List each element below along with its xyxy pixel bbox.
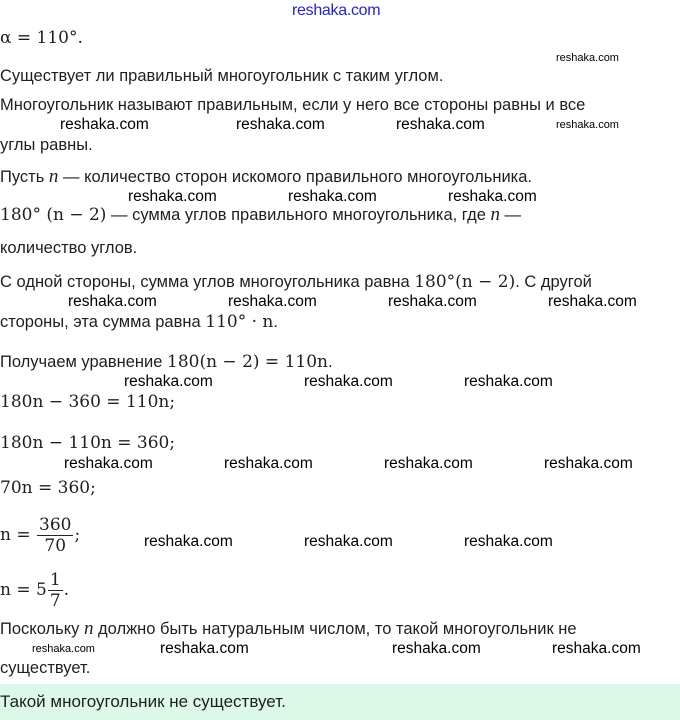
- equation-line: [0, 352, 333, 372]
- text: . С другой: [515, 273, 592, 291]
- math-lhs: n =: [0, 525, 37, 545]
- text: .: [327, 353, 333, 371]
- equation-step-1: 180n − 360 = 110n;: [0, 392, 176, 412]
- side-line-1: [0, 272, 592, 292]
- let-line: [0, 167, 532, 187]
- text: Поскольку: [0, 620, 84, 638]
- math-lhs: n = 5: [0, 580, 47, 600]
- equation-step-5: [0, 569, 69, 611]
- watermark: reshaka.com: [64, 455, 153, 472]
- denominator: 70: [44, 536, 67, 556]
- math-n: n: [490, 204, 500, 225]
- fraction: [48, 570, 63, 611]
- sum-line: [0, 205, 521, 225]
- text: ;: [74, 525, 81, 545]
- sum-line-2: количество углов.: [0, 239, 138, 257]
- text: .: [63, 580, 70, 600]
- question-text: Существует ли правильный многоугольник с таким углом.: [0, 67, 444, 85]
- watermark: reshaka.com: [128, 188, 217, 205]
- definition-line-2: углы равны.: [0, 136, 93, 154]
- math-n: n: [48, 166, 59, 187]
- watermark: reshaka.com: [556, 52, 619, 64]
- watermark: reshaka.com: [548, 293, 637, 310]
- text: стороны, эта сумма равна: [0, 313, 206, 331]
- equation-step-4: [0, 514, 80, 556]
- math-expr: 180°(n − 2): [414, 272, 516, 292]
- text: .: [273, 313, 278, 331]
- text: Пусть: [0, 168, 49, 186]
- math-expr: 110° · n: [205, 312, 274, 332]
- conclusion-line-1: [0, 619, 577, 639]
- watermark: reshaka.com: [68, 293, 157, 310]
- watermark: reshaka.com: [396, 116, 485, 133]
- watermark: reshaka.com: [60, 116, 149, 133]
- answer-box: [0, 684, 680, 720]
- watermark: reshaka.com: [384, 455, 473, 472]
- watermark: reshaka.com: [464, 373, 553, 390]
- text: Получаем уравнение: [0, 353, 167, 371]
- equation-step-3: 70n = 360;: [0, 478, 96, 498]
- equation-step-2: 180n − 110n = 360;: [0, 433, 176, 453]
- watermark: reshaka.com: [160, 640, 249, 657]
- text: — количество сторон искомого правильного многоугольника.: [58, 168, 532, 186]
- text: — сумма углов правильного многоугольника, где: [106, 206, 491, 224]
- watermark: reshaka.com: [556, 119, 619, 131]
- math-expr: 180(n − 2) = 110n: [167, 352, 328, 372]
- watermark: reshaka.com: [288, 188, 377, 205]
- fraction: [37, 515, 73, 556]
- side-line-2: [0, 312, 278, 332]
- watermark: reshaka.com: [32, 643, 95, 655]
- given-angle: α = 110°.: [0, 28, 83, 48]
- text: —: [499, 206, 522, 224]
- numerator: 1: [49, 570, 61, 590]
- definition-line-1: Многоугольник называют правильным, если у него все стороны равны и все: [0, 96, 586, 114]
- header-watermark: reshaka.com: [292, 2, 381, 19]
- math-expr: 180° (n − 2): [0, 205, 107, 225]
- watermark: reshaka.com: [304, 373, 393, 390]
- text: С одной стороны, сумма углов многоугольника равна: [0, 273, 415, 291]
- watermark: reshaka.com: [464, 533, 553, 550]
- watermark: reshaka.com: [388, 293, 477, 310]
- watermark: reshaka.com: [228, 293, 317, 310]
- watermark: reshaka.com: [144, 533, 233, 550]
- text: должно быть натуральным числом, то такой многоугольник не: [93, 620, 577, 638]
- conclusion-line-2: существует.: [0, 659, 91, 677]
- math-n: n: [83, 618, 94, 639]
- watermark: reshaka.com: [544, 455, 633, 472]
- watermark: reshaka.com: [304, 533, 393, 550]
- watermark: reshaka.com: [552, 640, 641, 657]
- watermark: reshaka.com: [236, 116, 325, 133]
- watermark: reshaka.com: [124, 373, 213, 390]
- watermark: reshaka.com: [392, 640, 481, 657]
- watermark: reshaka.com: [448, 188, 537, 205]
- answer-text: Такой многоугольник не существует.: [0, 692, 286, 711]
- numerator: 360: [39, 515, 72, 535]
- denominator: 7: [49, 591, 61, 611]
- watermark: reshaka.com: [224, 455, 313, 472]
